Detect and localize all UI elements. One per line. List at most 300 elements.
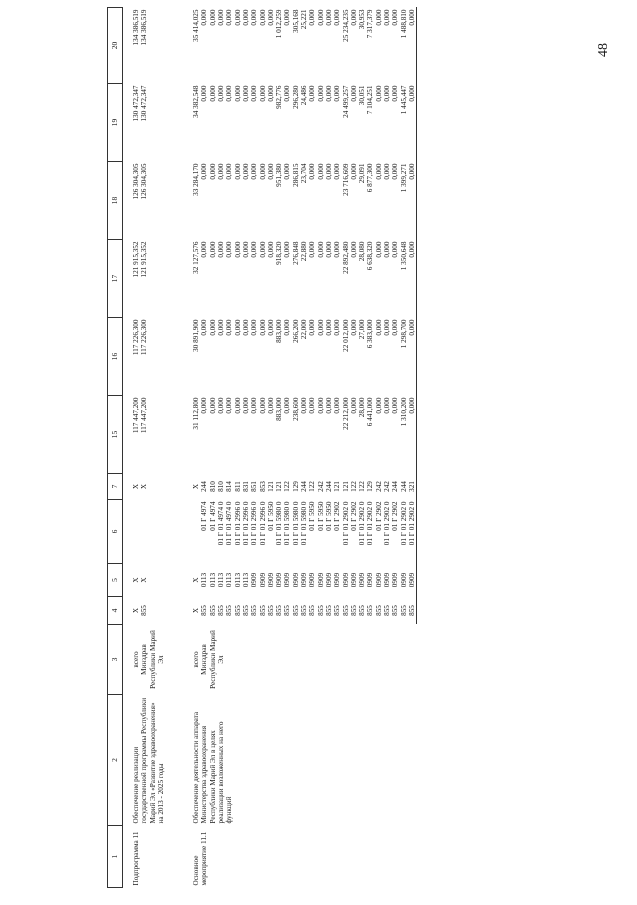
value-2019-cell: 0,000 <box>241 397 250 414</box>
header-cell: 7 <box>108 474 123 500</box>
value-2020-cell: 0,000 <box>333 319 342 336</box>
value-2019-cell: 0,000 <box>316 397 325 414</box>
value-2021-cell: 0,000 <box>250 241 259 258</box>
value-2020-cell: 0,000 <box>258 319 267 336</box>
header-cell: 2 <box>108 695 123 826</box>
value-2019-cell: 6 441,000 <box>366 397 375 427</box>
rz-cell: 0909 <box>250 572 259 588</box>
value-2020-cell: 0,000 <box>208 319 217 336</box>
vr-cell: 121 <box>341 481 350 492</box>
value-2024-cell: 1 488,810 <box>399 9 408 39</box>
value-2020-cell: 883,000 <box>275 319 284 343</box>
vr-cell: 129 <box>366 481 375 492</box>
grbs-cell: 855 <box>349 605 358 616</box>
header-cell: 3 <box>108 625 123 695</box>
value-2020-cell: 266,200 <box>291 319 300 343</box>
value-2021-cell: 1 350,648 <box>399 241 408 271</box>
csr-cell: 01 Г 5950 <box>324 501 333 531</box>
subprogram-code: Подпрограмма 11 <box>132 831 140 886</box>
value-2020-cell: 0,000 <box>250 319 259 336</box>
value-2019-cell: 0,000 <box>266 397 275 414</box>
value-2024-cell: 0,000 <box>349 9 358 26</box>
value-2022-cell: 0,000 <box>374 163 383 180</box>
value-2024-cell: 134 386,519 <box>132 9 140 46</box>
value-2021-cell: 0,000 <box>316 241 325 258</box>
grbs-cell: X <box>132 607 140 614</box>
value-2019-cell: 0,000 <box>217 397 226 414</box>
value-2023-cell: 0,000 <box>258 85 267 102</box>
value-2020-cell: 22,000 <box>300 319 309 340</box>
value-2019-cell: 0,000 <box>300 397 309 414</box>
csr-cell: 01 Г 2902 <box>391 501 400 531</box>
value-2019-cell: 0,000 <box>258 397 267 414</box>
value-2021-cell: 0,000 <box>383 241 392 258</box>
value-2019-cell: 117 447,200 <box>132 397 140 434</box>
rz-cell: 0909 <box>266 572 275 588</box>
value-2023-cell: 0,000 <box>308 85 317 102</box>
value-2022-cell: 0,000 <box>208 163 217 180</box>
value-2019-cell: 0,000 <box>374 397 383 414</box>
value-2020-cell: 0,000 <box>349 319 358 336</box>
spacer-cell <box>123 8 133 888</box>
csr-cell: 01 Г 01 4974 0 <box>217 501 226 546</box>
grbs-cell: 855 <box>408 597 417 625</box>
rz-cell: 0909 <box>300 572 309 588</box>
vr-cell: 121 <box>333 481 342 492</box>
value-2020-cell: 0,000 <box>391 319 400 336</box>
value-2022-cell: 0,000 <box>266 163 275 180</box>
value-2023-cell: 0,000 <box>200 85 209 102</box>
value-2022-cell: 0,000 <box>391 163 400 180</box>
table-row <box>132 8 140 888</box>
rz-cell: 0909 <box>383 572 392 588</box>
vr-cell: 242 <box>316 481 325 492</box>
value-2022-cell: 0,000 <box>233 163 242 180</box>
value-2020-cell: 0,000 <box>225 319 234 336</box>
value-2021-cell: 0,000 <box>208 241 217 258</box>
value-2022-cell: 126 304,305 <box>140 163 149 200</box>
activity-name: Обеспечение деятельности аппарата Министерства здравоохранения Республики Марий Эл в целях реализации возложенных на него функций <box>192 711 234 824</box>
grbs-cell: 855 <box>391 605 400 616</box>
value-2020-cell: 30 891,900 <box>192 319 201 352</box>
rz-cell: 0113 <box>233 572 242 588</box>
csr-cell: 01 Г 5950 <box>266 501 275 531</box>
value-2024-cell: 0,000 <box>241 9 250 26</box>
activity-code: Основное мероприятие 11.1 <box>192 831 209 886</box>
value-2022-cell: 33 284,170 <box>192 163 201 196</box>
vr-cell: X <box>140 483 149 490</box>
value-2019-cell: 117 447,200 <box>140 397 149 434</box>
grbs-cell: 855 <box>266 605 275 616</box>
value-2020-cell: 0,000 <box>241 319 250 336</box>
value-2019-cell: 0,000 <box>383 397 392 414</box>
header-cell: 18 <box>108 162 123 240</box>
value-2021-cell: 28,080 <box>358 241 367 262</box>
value-2023-cell: 7 104,251 <box>366 85 375 115</box>
value-2019-cell: 238,600 <box>291 397 300 421</box>
value-2020-cell: 0,000 <box>324 319 333 336</box>
grbs-cell: 855 <box>291 605 300 616</box>
value-2023-cell: 0,000 <box>283 85 292 102</box>
vr-cell: 244 <box>399 481 408 492</box>
subprogram-name: Обеспечение реализации государственной программы Республики Марий Эл «Развитие здравоохранения» на 2013 - 2025 годы <box>132 697 165 824</box>
vr-cell: 851 <box>250 481 259 492</box>
value-2024-cell: 0,000 <box>408 8 417 84</box>
grbs-cell: 855 <box>225 605 234 616</box>
header-cell: 15 <box>108 396 123 474</box>
csr-cell: 01 Г 01 2902 0 <box>383 501 392 546</box>
rz-cell: 0909 <box>349 572 358 588</box>
value-2023-cell: 1 445,447 <box>399 85 408 115</box>
vr-cell: 814 <box>225 481 234 492</box>
grbs-cell: 855 <box>217 605 226 616</box>
value-2024-cell: 25 234,235 <box>341 9 350 42</box>
grbs-cell: 855 <box>358 605 367 616</box>
csr-cell: 01 Г 01 2902 0 <box>408 500 417 564</box>
rz-cell: 0909 <box>391 572 400 588</box>
value-2020-cell: 0,000 <box>266 319 275 336</box>
value-2021-cell: 0,000 <box>200 241 209 258</box>
value-2019-cell: 28,000 <box>358 397 367 418</box>
csr-cell: 01 Г 2902 <box>333 501 342 531</box>
value-2021-cell: 121 915,352 <box>132 241 140 278</box>
vr-cell: 129 <box>291 481 300 492</box>
csr-cell: 01 Г 01 5980 0 <box>300 501 309 546</box>
csr-cell: 01 Г 01 2902 0 <box>341 501 350 546</box>
value-2023-cell: 0,000 <box>316 85 325 102</box>
rz-cell: 0909 <box>374 572 383 588</box>
value-2022-cell: 29,091 <box>358 163 367 184</box>
csr-cell: 01 Г 01 5980 0 <box>275 501 284 546</box>
value-2023-cell: 0,000 <box>241 85 250 102</box>
rz-cell: 0909 <box>341 572 350 588</box>
csr-cell: 01 Г 01 2996 0 <box>250 501 259 546</box>
header-cell: 6 <box>108 500 123 564</box>
value-2023-cell: 0,000 <box>383 85 392 102</box>
value-2021-cell: 0,000 <box>217 241 226 258</box>
value-2023-cell: 0,000 <box>208 85 217 102</box>
value-2019-cell: 0,000 <box>225 397 234 414</box>
vr-cell: 810 <box>217 481 226 492</box>
csr-cell: 01 Г 01 4974 0 <box>225 501 234 546</box>
grbs-cell: 855 <box>383 605 392 616</box>
value-2024-cell: 0,000 <box>250 9 259 26</box>
value-2020-cell: 0,000 <box>316 319 325 336</box>
rz-cell: 0113 <box>241 572 250 588</box>
value-2019-cell: 0,000 <box>250 397 259 414</box>
rz-cell: X <box>140 577 149 583</box>
spacer-cell <box>165 8 174 695</box>
value-2021-cell: 0,000 <box>233 241 242 258</box>
header-cell: 5 <box>108 564 123 597</box>
rz-cell: 0909 <box>258 572 267 588</box>
rz-cell: 0909 <box>333 572 342 588</box>
value-2019-cell: 1 310,200 <box>399 397 408 427</box>
csr-cell: 01 Г 01 5980 0 <box>283 501 292 546</box>
value-2022-cell: 0,000 <box>250 163 259 180</box>
csr-cell: 01 Г 2902 <box>374 501 383 531</box>
value-2023-cell: 0,000 <box>408 84 417 162</box>
rz-cell: 0909 <box>316 572 325 588</box>
value-2022-cell: 0,000 <box>349 163 358 180</box>
value-2024-cell: 0,000 <box>374 9 383 26</box>
value-2024-cell: 35 414,025 <box>192 9 201 42</box>
value-2022-cell: 0,000 <box>241 163 250 180</box>
rz-cell: 0113 <box>208 572 217 588</box>
value-2021-cell: 276,848 <box>291 241 300 265</box>
value-2024-cell: 0,000 <box>233 9 242 26</box>
value-2021-cell: 0,000 <box>324 241 333 258</box>
value-2023-cell: 0,000 <box>233 85 242 102</box>
value-2021-cell: 0,000 <box>333 241 342 258</box>
rz-cell: 0909 <box>408 564 417 597</box>
value-2019-cell: 0,000 <box>333 397 342 414</box>
value-2020-cell: 22 012,000 <box>341 319 350 352</box>
header-cell: 4 <box>108 597 123 625</box>
value-2023-cell: 24 499,257 <box>341 85 350 118</box>
value-2021-cell: 0,000 <box>283 241 292 258</box>
rz-cell: 0909 <box>399 572 408 588</box>
value-2023-cell: 30,051 <box>358 85 367 106</box>
vr-cell: 810 <box>208 481 217 492</box>
value-2020-cell: 0,000 <box>408 318 417 396</box>
value-2023-cell: 130 472,347 <box>140 85 149 122</box>
value-2024-cell: 0,000 <box>225 9 234 26</box>
value-2023-cell: 34 382,548 <box>192 85 201 118</box>
value-2019-cell: 0,000 <box>283 397 292 414</box>
table-row <box>192 8 200 888</box>
value-2020-cell: 1 298,700 <box>399 319 408 349</box>
value-2020-cell: 0,000 <box>217 319 226 336</box>
grbs-cell: 855 <box>324 605 333 616</box>
value-2020-cell: 0,000 <box>200 319 209 336</box>
value-2019-cell: 0,000 <box>308 397 317 414</box>
grbs-cell: 855 <box>200 605 209 616</box>
grbs-cell: 855 <box>366 605 375 616</box>
rz-cell: 0909 <box>308 572 317 588</box>
value-2023-cell: 130 472,347 <box>132 85 140 122</box>
value-2024-cell: 0,000 <box>308 9 317 26</box>
grbs-cell: 855 <box>283 605 292 616</box>
value-2023-cell: 0,000 <box>391 85 400 102</box>
csr-cell: 01 Г 4974 <box>208 501 217 531</box>
value-2022-cell: 0,000 <box>383 163 392 180</box>
vr-cell: 121 <box>266 481 275 492</box>
csr-cell: 01 Г 01 2902 0 <box>358 501 367 546</box>
value-2023-cell: 0,000 <box>217 85 226 102</box>
grbs-cell: 855 <box>208 605 217 616</box>
budget-table <box>107 7 417 888</box>
vr-cell: 244 <box>391 481 400 492</box>
csr-cell: 01 Г 5950 <box>316 501 325 531</box>
vr-cell: 122 <box>349 481 358 492</box>
value-2024-cell: 0,000 <box>383 9 392 26</box>
grbs-cell: 855 <box>399 605 408 616</box>
grbs-cell: 855 <box>140 605 149 616</box>
responsible-cell: Минздрав Республики Марий Эл <box>200 630 226 689</box>
rotated-table-wrapper <box>107 8 617 888</box>
value-2020-cell: 0,000 <box>374 319 383 336</box>
grbs-cell: 855 <box>333 605 342 616</box>
vr-cell: X <box>132 483 140 490</box>
value-2024-cell: 0,000 <box>283 9 292 26</box>
value-2022-cell: 0,000 <box>258 163 267 180</box>
value-2024-cell: 7 317,379 <box>366 9 375 39</box>
value-2022-cell: 0,000 <box>200 163 209 180</box>
csr-cell: 01 Г 2902 <box>349 501 358 531</box>
vr-cell: 244 <box>324 481 333 492</box>
value-2023-cell: 982,776 <box>275 85 284 109</box>
vr-cell: 831 <box>241 481 250 492</box>
rz-cell: 0113 <box>200 572 209 588</box>
value-2022-cell: 0,000 <box>225 163 234 180</box>
value-2021-cell: 0,000 <box>308 241 317 258</box>
value-2024-cell: 0,000 <box>266 9 275 26</box>
table-body <box>123 8 417 888</box>
value-2021-cell: 0,000 <box>241 241 250 258</box>
responsible-cell: всего <box>132 651 140 668</box>
csr-cell: 01 Г 4974 <box>200 501 209 531</box>
vr-cell: 121 <box>275 481 284 492</box>
value-2024-cell: 0,000 <box>316 9 325 26</box>
value-2019-cell: 0,000 <box>391 397 400 414</box>
value-2024-cell: 0,000 <box>391 9 400 26</box>
value-2022-cell: 23,704 <box>300 163 309 184</box>
value-2024-cell: 0,000 <box>333 9 342 26</box>
header-row <box>108 8 123 888</box>
csr-cell: 01 Г 01 2996 0 <box>233 501 242 546</box>
value-2022-cell: 23 716,609 <box>341 163 350 196</box>
grbs-cell: 855 <box>275 605 284 616</box>
csr-cell: 01 Г 01 2902 0 <box>366 501 375 546</box>
rz-cell: X <box>192 577 201 583</box>
value-2020-cell: 0,000 <box>233 319 242 336</box>
value-2022-cell: 0,000 <box>217 163 226 180</box>
value-2024-cell: 0,000 <box>324 9 333 26</box>
vr-cell: 853 <box>258 481 267 492</box>
value-2023-cell: 0,000 <box>266 85 275 102</box>
value-2021-cell: 0,000 <box>266 241 275 258</box>
header-cell: 19 <box>108 84 123 162</box>
rz-cell: 0113 <box>217 572 226 588</box>
rz-cell: 0909 <box>358 572 367 588</box>
vr-cell: 321 <box>408 474 417 500</box>
grbs-cell: 855 <box>316 605 325 616</box>
value-2019-cell: 883,000 <box>275 397 284 421</box>
responsible-cell: Минздрав Республики Марий Эл <box>140 630 165 689</box>
value-2023-cell: 0,000 <box>225 85 234 102</box>
value-2022-cell: 0,000 <box>283 163 292 180</box>
rz-cell: 0909 <box>366 572 375 588</box>
responsible-cell: всего <box>192 651 201 668</box>
value-2023-cell: 0,000 <box>349 85 358 102</box>
value-2023-cell: 0,000 <box>324 85 333 102</box>
value-2023-cell: 0,000 <box>374 85 383 102</box>
value-2020-cell: 27,000 <box>358 319 367 340</box>
vr-cell: 242 <box>374 481 383 492</box>
value-2022-cell: 0,000 <box>333 163 342 180</box>
value-2020-cell: 117 226,300 <box>132 319 140 356</box>
value-2021-cell: 121 915,352 <box>140 241 149 278</box>
value-2021-cell: 0,000 <box>374 241 383 258</box>
rz-cell: 0909 <box>324 572 333 588</box>
value-2022-cell: 0,000 <box>316 163 325 180</box>
value-2019-cell: 0,000 <box>324 397 333 414</box>
grbs-cell: 855 <box>300 605 309 616</box>
csr-cell: 01 Г 01 2996 0 <box>241 501 250 546</box>
table-header <box>108 8 123 888</box>
vr-cell: 244 <box>200 481 209 492</box>
value-2021-cell: 22 892,480 <box>341 241 350 274</box>
header-cell: 17 <box>108 240 123 318</box>
grbs-cell: 855 <box>233 605 242 616</box>
vr-cell: 122 <box>308 481 317 492</box>
vr-cell: 811 <box>233 481 242 492</box>
value-2022-cell: 286,815 <box>291 163 300 187</box>
rz-cell: 0113 <box>225 572 234 588</box>
value-2022-cell: 0,000 <box>408 162 417 240</box>
csr-cell: 01 Г 01 5980 0 <box>291 501 300 546</box>
csr-cell <box>140 500 165 564</box>
grbs-cell: 855 <box>258 605 267 616</box>
grbs-cell: X <box>192 607 201 614</box>
grbs-cell: 855 <box>241 605 250 616</box>
value-2024-cell: 0,000 <box>258 9 267 26</box>
value-2024-cell: 1 012,259 <box>275 9 284 39</box>
value-2021-cell: 6 638,320 <box>366 241 375 271</box>
value-2023-cell: 0,000 <box>250 85 259 102</box>
value-2019-cell: 22 212,000 <box>341 397 350 430</box>
value-2022-cell: 1 399,271 <box>399 163 408 193</box>
value-2024-cell: 30,953 <box>358 9 367 30</box>
header-cell: 20 <box>108 8 123 84</box>
value-2019-cell: 0,000 <box>233 397 242 414</box>
rz-cell: 0909 <box>275 572 284 588</box>
value-2024-cell: 0,000 <box>208 9 217 26</box>
value-2022-cell: 0,000 <box>308 163 317 180</box>
value-2023-cell: 24,486 <box>300 85 309 106</box>
value-2019-cell: 0,000 <box>200 397 209 414</box>
value-2019-cell: 31 112,800 <box>192 397 201 430</box>
spacer-cell <box>174 8 183 695</box>
rz-cell: 0909 <box>291 572 300 588</box>
value-2024-cell: 134 386,519 <box>140 9 149 46</box>
value-2021-cell: 918,320 <box>275 241 284 265</box>
value-2020-cell: 0,000 <box>283 319 292 336</box>
value-2019-cell: 0,000 <box>408 396 417 474</box>
value-2023-cell: 0,000 <box>333 85 342 102</box>
header-cell: 16 <box>108 318 123 396</box>
grbs-cell: 855 <box>250 605 259 616</box>
csr-cell: 01 Г 5950 <box>308 501 317 531</box>
value-2021-cell: 0,000 <box>349 241 358 258</box>
csr-cell <box>192 500 200 564</box>
value-2024-cell: 305,168 <box>291 9 300 33</box>
vr-cell: 244 <box>300 481 309 492</box>
spacer-cell <box>183 8 192 695</box>
value-2021-cell: 0,000 <box>225 241 234 258</box>
grbs-cell: 855 <box>374 605 383 616</box>
vr-cell: 122 <box>283 481 292 492</box>
value-2022-cell: 0,000 <box>324 163 333 180</box>
csr-cell: 01 Г 01 2996 0 <box>258 501 267 546</box>
vr-cell: X <box>192 483 201 490</box>
rz-cell: 0909 <box>283 572 292 588</box>
spacer-row <box>123 8 133 888</box>
rz-cell: X <box>132 577 140 583</box>
value-2022-cell: 126 304,305 <box>132 163 140 200</box>
header-cell: 1 <box>108 826 123 888</box>
